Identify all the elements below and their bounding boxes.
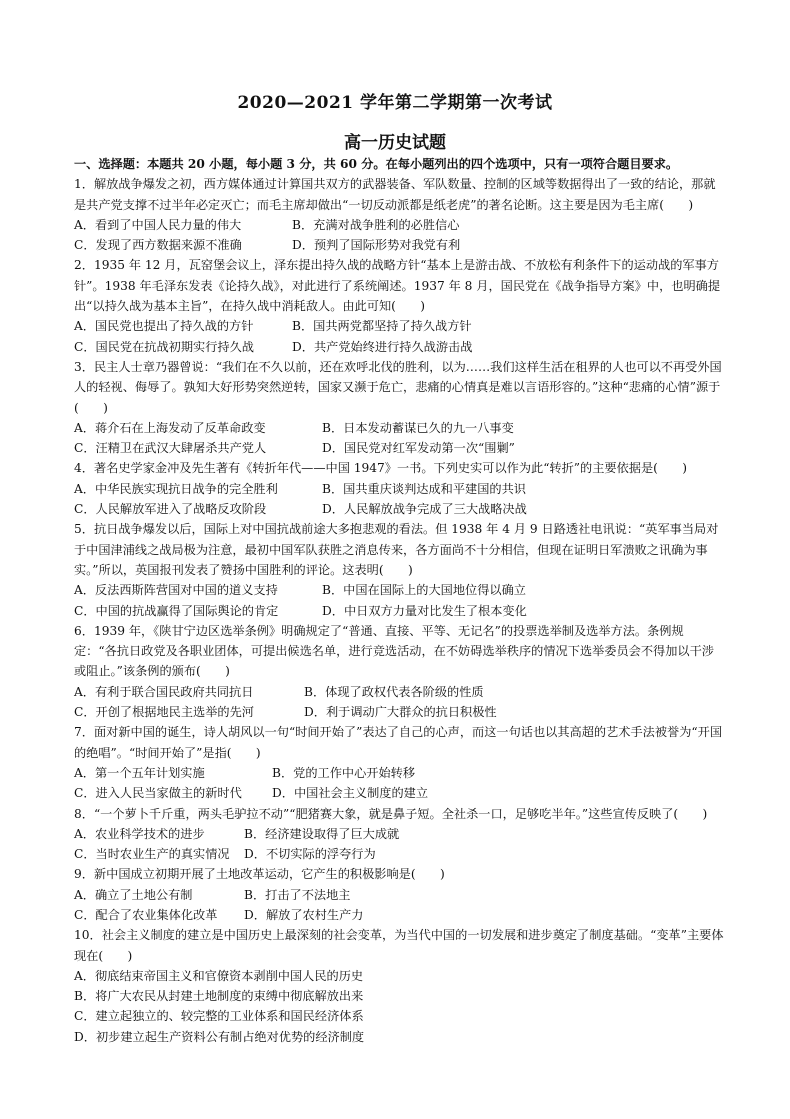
question-6 <box>74 621 724 722</box>
option-a[interactable]: A．第一个五年计划实施 <box>74 765 205 780</box>
option-row <box>74 235 724 255</box>
option-a[interactable]: A．彻底结束帝国主义和官僚资本剥削中国人民的历史 <box>74 968 364 983</box>
question-stem: 10．社会主义制度的建立是中国历史上最深刻的社会变革，为当代中国的一切发展和进步奠定了制度基础。“变革”主要体现在( ) <box>74 928 724 963</box>
question-stem: 1．解放战争爆发之初，西方媒体通过计算国共双方的武器装备、军队数量、控制的区域等数据得出了一致的结论，那就是共产党支撑不过半年必定灭亡；而毛主席却做出“一切反动派都是纸老虎”的著名论断。这主要是因为毛主席( ) <box>74 177 716 212</box>
question-stem: 4．著名史学家金冲及先生著有《转折年代——中国 1947》一书。下列史实可以作为此“转折”的主要依据是( ) <box>74 461 688 476</box>
question-stem: 8．“一个萝卜千斤重，两头毛驴拉不动”“肥猪赛大象，就是鼻子短。全社杀一口，足够吃半年。”这些宣传反映了( ) <box>74 806 708 821</box>
option-c[interactable]: C．人民解放军进入了战略反攻阶段 <box>74 502 267 517</box>
question-9 <box>74 864 724 925</box>
option-row <box>74 1006 724 1026</box>
question-5 <box>74 519 724 620</box>
option-c[interactable]: C．配合了农业集体化改革 <box>74 907 218 922</box>
exam-title: 2020—2021 学年第二学期第一次考试 <box>237 93 553 113</box>
option-d[interactable]: D．共产党始终进行持久战游击战 <box>292 339 473 354</box>
option-d[interactable]: D．国民党对红军发动第一次“围剿” <box>322 441 515 456</box>
option-a[interactable]: A．国民党也提出了持久战的方针 <box>74 319 254 334</box>
option-row <box>74 438 724 458</box>
option-row <box>74 986 724 1006</box>
option-c[interactable]: C．当时农业生产的真实情况 <box>74 847 230 862</box>
option-b[interactable]: B．经济建设取得了巨大成就 <box>244 826 400 841</box>
option-row <box>74 479 724 499</box>
option-row <box>74 844 724 864</box>
option-d[interactable]: D．利于调动广大群众的抗日积极性 <box>304 705 497 720</box>
option-b[interactable]: B．打击了不法地主 <box>244 887 351 902</box>
option-c[interactable]: C．中国的抗战赢得了国际舆论的肯定 <box>74 603 279 618</box>
option-a[interactable]: A．确立了土地公有制 <box>74 887 193 902</box>
option-a[interactable]: A．反法西斯阵营国对中国的道义支持 <box>74 583 278 598</box>
option-b[interactable]: B．国共重庆谈判达成和平建国的共识 <box>322 481 526 496</box>
option-row <box>74 337 724 357</box>
option-a[interactable]: A．有利于联合国民政府共同抗日 <box>74 684 254 699</box>
option-b[interactable]: B．充满对战争胜利的必胜信心 <box>292 217 460 232</box>
option-d[interactable]: D．不切实际的浮夸行为 <box>244 847 376 862</box>
option-row <box>74 316 724 336</box>
option-a[interactable]: A．农业科学技术的进步 <box>74 826 205 841</box>
option-a[interactable]: A．中华民族实现抗日战争的完全胜利 <box>74 481 278 496</box>
option-row <box>74 966 724 986</box>
question-8 <box>74 804 724 865</box>
option-c[interactable]: C．建立起独立的、较完整的工业体系和国民经济体系 <box>74 1009 364 1024</box>
option-row <box>74 824 724 844</box>
option-a[interactable]: A．蒋介石在上海发动了反革命政变 <box>74 420 266 435</box>
question-stem: 7．面对新中国的诞生，诗人胡风以一句“时间开始了”表达了自己的心声，而这一句话也以其高超的艺术手法被誉为“开国的绝唱”。“时间开始了”是指( ) <box>74 725 723 760</box>
option-c[interactable]: C．国民党在抗战初期实行持久战 <box>74 339 254 354</box>
question-10 <box>74 925 724 1047</box>
option-b[interactable]: B．体现了政权代表各阶级的性质 <box>304 684 484 699</box>
option-d[interactable]: D．中日双方力量对比发生了根本变化 <box>322 603 527 618</box>
option-row <box>74 783 724 803</box>
option-row <box>74 885 724 905</box>
question-stem: 2．1935 年 12 月，瓦窑堡会议上，泽东提出持久战的战略方针“基本上是游击战、不放松有利条件下的运动战的军事方针”。1938 年毛泽东发表《论持久战》，对此进行了系统阐述。1937 年 8 月，国民党在《战争指导方案》中，也明确提出“以持久战为基本主旨”，在持久战中消耗敌人。由此可知( ) <box>74 258 721 314</box>
option-b[interactable]: B．日本发动蓄谋已久的九一八事变 <box>322 420 514 435</box>
option-c[interactable]: C．开创了根据地民主选举的先河 <box>74 705 254 720</box>
option-row <box>74 763 724 783</box>
option-row <box>74 601 724 621</box>
section-heading: 一、选择题：本题共 20 小题，每小题 3 分，共 60 分。在每小题列出的四个选项中，只有一项符合题目要求。 <box>74 157 679 171</box>
option-d[interactable]: D．解放了农村生产力 <box>244 907 364 922</box>
option-b[interactable]: B．将广大农民从封建土地制度的束缚中彻底解放出来 <box>74 989 364 1004</box>
option-b[interactable]: B．中国在国际上的大国地位得以确立 <box>322 583 526 598</box>
question-stem: 6．1939 年，《陕甘宁边区选举条例》明确规定了“普通、直接、平等、无记名”的投票选举制及选举方法。条例规定：“各抗日政党及各职业团体，可提出候选名单，进行竞选活动，在不妨碍选举秩序的情况下选举委员会不得加以干涉或阻止。”该条例的颁布( ) <box>74 623 714 679</box>
option-c[interactable]: C．发现了西方数据来源不准确 <box>74 238 242 253</box>
question-2 <box>74 255 724 356</box>
question-stem: 9．新中国成立初期开展了土地改革运动，它产生的积极影响是( ) <box>74 867 445 882</box>
option-d[interactable]: D．预判了国际形势对我党有利 <box>292 238 461 253</box>
option-row <box>74 418 724 438</box>
question-1 <box>74 174 724 255</box>
option-row <box>74 215 724 235</box>
question-7 <box>74 722 724 803</box>
option-c[interactable]: C．进入人民当家做主的新时代 <box>74 786 242 801</box>
question-stem: 3．民主人士章乃器曾说：“我们在不久以前，还在欢呼北伐的胜利，以为……我们这样生活在租界的人也可以不再受外国人的轻视、侮辱了。孰知大好形势突然逆转，国家又濒于危亡，悲痛的心情真是难以言语形容的。”这种“悲痛的心情”源于( ) <box>74 359 722 415</box>
option-row <box>74 499 724 519</box>
option-b[interactable]: B．国共两党都坚持了持久战方针 <box>292 319 472 334</box>
option-row <box>74 702 724 722</box>
option-a[interactable]: A．看到了中国人民力量的伟大 <box>74 217 242 232</box>
question-4 <box>74 458 724 519</box>
option-row <box>74 682 724 702</box>
option-b[interactable]: B．党的工作中心开始转移 <box>272 765 416 780</box>
question-stem: 5．抗日战争爆发以后，国际上对中国抗战前途大多抱悲观的看法。但 1938 年 4 月 9 日路透社电讯说：“英军事当局对于中国津浦线之战局极为注意，最初中国军队获胜之消息传来，各方面尚不十分相信，但现在证明日军溃败之讯确为事实。”所以，英国报刊发表了赞扬中国胜利的评论。这表明( ) <box>74 522 719 577</box>
option-row <box>74 580 724 600</box>
question-3 <box>74 357 724 458</box>
exam-subtitle: 高一历史试题 <box>344 133 446 153</box>
exam-content <box>74 154 724 1047</box>
option-row <box>74 1027 724 1047</box>
option-d[interactable]: D．人民解放战争完成了三大战略决战 <box>322 502 527 517</box>
option-c[interactable]: C．汪精卫在武汉大肆屠杀共产党人 <box>74 441 267 456</box>
option-d[interactable]: D．中国社会主义制度的建立 <box>272 786 429 801</box>
option-d[interactable]: D．初步建立起生产资料公有制占绝对优势的经济制度 <box>74 1029 365 1044</box>
option-row <box>74 905 724 925</box>
